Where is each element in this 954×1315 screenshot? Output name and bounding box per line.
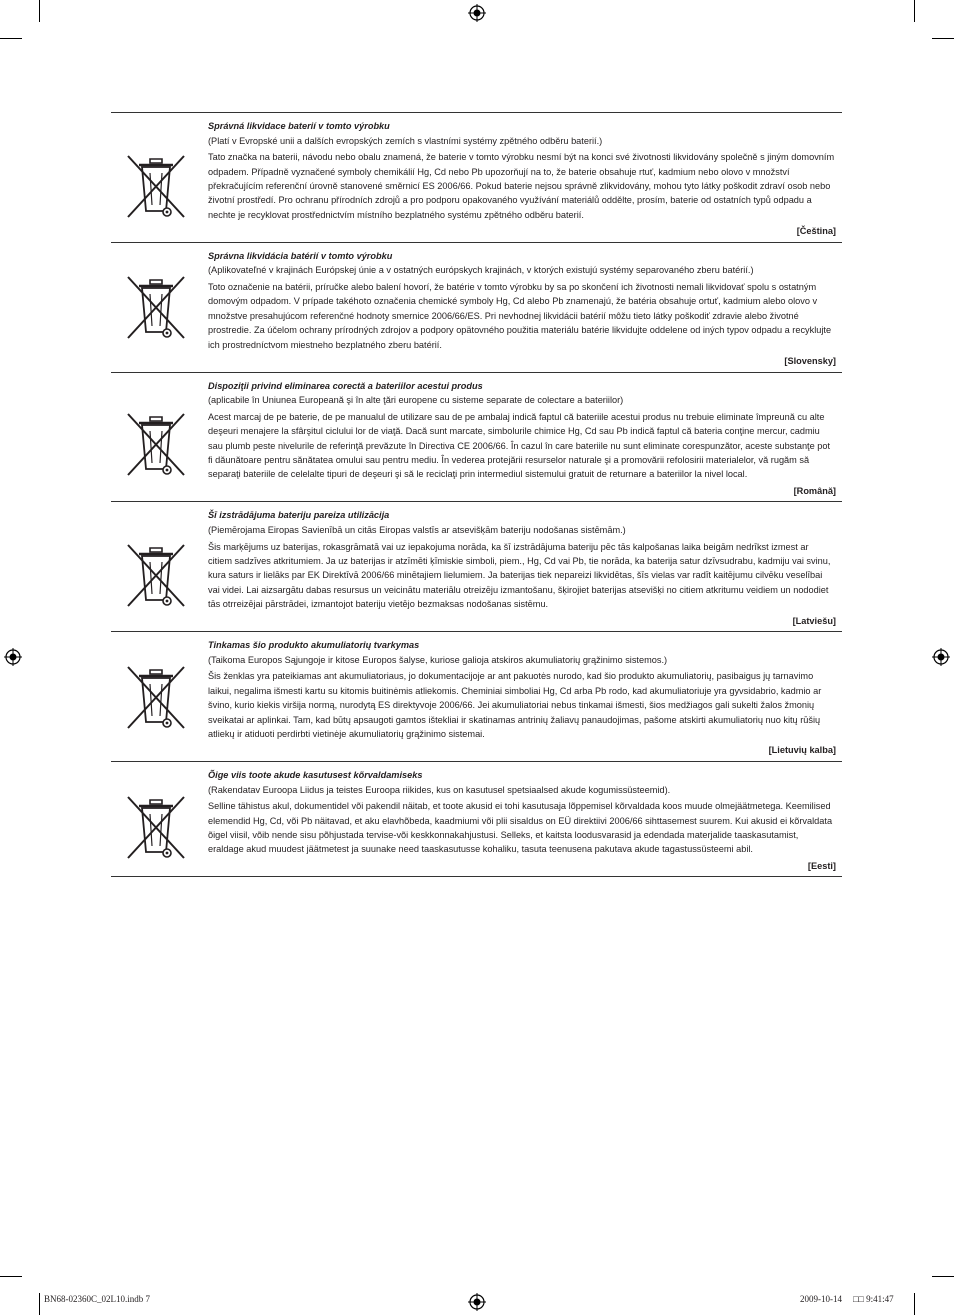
notice-body: Tato značka na baterii, návodu nebo obalu znamená, že baterie v tomto výrobku nesmí být na konci své životnosti likvidovány společně s jiným domovním odpadem. Případně vyznačené symboly chemikálií Hg, Cd nebo Pb upozorňují na to, že baterie obsahuje rtuť, kadmium nebo olovo v množství překračujícím referenční úrovně stanovené směrnicí ES 2006/66. Pokud baterie nejsou správně zlikvidovány, mohou tyto látky poškodit zdraví osob nebo životní prostředí. Pro ochranu přírodních zdrojů a pro podporu opakovaného využívání materiálů oddělte, prosím, baterie od ostatních typů odpadu a nechte je recyklovat prostřednictvím místního bezplatného systému zpětného odběru baterií. bbox=[208, 152, 835, 220]
notice-language: [Slovensky] bbox=[784, 356, 836, 367]
notice-applicability: (aplicabile în Uniunea Europeană şi în alte ţări europene cu sisteme separate de colectare a bateriilor) bbox=[208, 395, 624, 406]
notice-applicability: (Aplikovateľné v krajinách Európskej únie a v ostatných európskych krajinách, v ktorých existujú systémy separovaného zberu batérií.) bbox=[208, 265, 754, 276]
crop-mark-bottom-left-horizontal bbox=[0, 1276, 22, 1277]
notice-section-lv bbox=[111, 501, 842, 631]
notice-body: Šis marķējums uz baterijas, rokasgrāmatā vai uz iepakojuma norāda, ka šī izstrādājuma bateriju pēc tās kalpošanas laika beigām nedrīkst izmest ar citiem sadzīves atkritumiem. Ja uz baterijas ir atzīmēti ķīmiskie simboli, piem., Hg, Cd vai Pb, tie norāda, ka baterija satur dzīvsudrabu, kadmiju vai svinu, kura saturs ir lielāks par EK Direktīvā 2006/66 minētajiem lielumiem. Ja baterijas tiek nepareizi likvidētas, šīs vielas var radīt kaitējumu cilvēku veselībai vai videi. Lai aizsargātu dabas resursus un veicinātu materiālu otreizēju izmantošanu, šķirojiet baterijas atsevišķi no citiem atkritumu veidiem un nododiet tās otrreizējai pārstrādei, izmantojot bateriju vietējo bezmaksas nodošanas sistēmu. bbox=[208, 541, 831, 610]
registration-mark-right-icon bbox=[932, 648, 950, 666]
crop-mark-top-right-vertical bbox=[914, 0, 915, 22]
notice-body: Toto označenie na batérii, príručke alebo balení hovorí, že batérie v tomto výrobku by sa po skončení ich životnosti nemali likvidovať spolu s ostatným domovým odpadom. V prípade takéhoto označenia chemické symboly Hg, Cd alebo Pb znamenajú, že batéria obsahuje ortuť, kadmium alebo olovo v množstve presahujúcom referenčné hodnoty smernice 2006/66/ES. Pri nevhodnej likvidácii batérií môžu tieto látky poškodiť zdravie alebo životné prostredie. Za účelom ochrany prírodných zdrojov a podpory opätovného použitia materiálu batérie likvidujte oddelene od iných typov odpadu a recyklujte ich prostredníctvom miestneho bezplatného zberu batérií. bbox=[208, 282, 832, 350]
notice-section-lt bbox=[111, 631, 842, 761]
notice-language: [Čeština] bbox=[796, 226, 836, 237]
notice-body: Selline tähistus akul, dokumentidel või pakendil näitab, et toote akusid ei tohi kasutusaja lõppemisel kõrvaldada koos muude olmejäätmetega. Keemilised elemendid Hg, Cd, või Pb näitavad, et aku elavhõbeda, kaadmiumi või plii sisaldus on EÜ direktiivi 2006/66 sihttasemest suurem. Kui akusid ei kõrvaldata õigel viisil, võib nende sisu põhjustada tervise-või keskkonnakahjustusi. Selleks, et kaitsta loodusvarasid ja edendada materjalide taaskasutamist, eraldage akud muudest jäätmetest ja suunake need taaskasutusse kohaliku, tasuta teenusena pakutava akude tagastussüsteemi abil. bbox=[208, 801, 833, 855]
notice-body: Acest marcaj de pe baterie, de pe manualul de utilizare sau de pe ambalaj indică faptul că bateriile acestui produs nu trebuie eliminate împreună cu alte deşeuri menajere la sfârşitul ciclului lor de viaţă. Dacă sunt marcate, simbolurile chimice Hg, Cd sau Pb indică faptul că bateria conţine mercur, cadmiu sau plumb peste nivelurile de referinţă prevăzute în Directiva CE 2006/66. În cazul în care bateriile nu sunt eliminate corespunzător, aceste substanţe pot fi dăunătoare pentru sănătatea omului sau pentru mediu. În vederea protejării resurselor naturale şi a promovării refolosirii materialelor, vă rugăm să separaţi bateriile de celelalte tipuri de deşeuri şi să le reciclaţi prin intermediul sistemului gratuit de returnare a bateriilor la nivel local. bbox=[208, 411, 831, 480]
notice-section-cs bbox=[111, 112, 842, 242]
notice-title: Tinkamas šio produkto akumuliatorių tvarkymas bbox=[208, 640, 420, 651]
registration-mark-top-icon bbox=[468, 4, 486, 22]
notice-language: [Română] bbox=[793, 485, 836, 496]
crop-mark-top-left-horizontal bbox=[0, 38, 22, 39]
notice-applicability: (Piemērojama Eiropas Savienībā un citās Eiropas valstīs ar atsevišķām bateriju nodošanas sistēmām.) bbox=[208, 525, 626, 536]
crossed-bin-icon bbox=[125, 411, 187, 479]
notice-title: Dispoziţii privind eliminarea corectă a bateriilor acestui produs bbox=[208, 380, 483, 391]
footer-time: □□ 9:41:47 bbox=[853, 1294, 894, 1304]
notice-applicability: (Taikoma Europos Sąjungoje ir kitose Europos šalyse, kuriose galioja atskiros akumuliatorių grąžinimo sistemos.) bbox=[208, 654, 668, 665]
crop-mark-bottom-left-vertical bbox=[39, 1293, 40, 1315]
notice-language: [Eesti] bbox=[807, 860, 836, 871]
notice-language: [Lietuvių kalba] bbox=[768, 745, 836, 756]
notice-section-et bbox=[111, 761, 842, 877]
crop-mark-top-right-horizontal bbox=[932, 38, 954, 39]
footer-filename: BN68-02360C_02L10.indb 7 bbox=[44, 1294, 151, 1304]
notice-section-ro bbox=[111, 372, 842, 502]
crop-mark-top-left-vertical bbox=[39, 0, 40, 22]
notice-title: Šī izstrādājuma bateriju pareiza utilizācija bbox=[208, 510, 390, 521]
notice-applicability: (Platí v Evropské unii a dalších evropských zemích s vlastními systémy zpětného odběru baterií.) bbox=[208, 135, 603, 146]
crop-mark-bottom-right-vertical bbox=[914, 1293, 915, 1315]
crossed-bin-icon bbox=[125, 794, 187, 862]
notice-title: Správná likvidace baterií v tomto výrobku bbox=[208, 121, 390, 131]
crossed-bin-icon bbox=[125, 153, 187, 221]
registration-mark-left-icon bbox=[4, 648, 22, 666]
registration-mark-bottom-icon bbox=[468, 1293, 486, 1311]
crossed-bin-icon bbox=[125, 274, 187, 342]
notice-language: [Latviešu] bbox=[792, 615, 836, 626]
notice-section-sk bbox=[111, 242, 842, 372]
footer-date: 2009-10-14 bbox=[800, 1294, 842, 1304]
crossed-bin-icon bbox=[125, 664, 187, 732]
crossed-bin-icon bbox=[125, 542, 187, 610]
battery-disposal-notices bbox=[111, 112, 842, 877]
notice-applicability: (Rakendatav Euroopa Liidus ja teistes Euroopa riikides, kus on kasutusel spetsiaalsed akude kogumissüsteemid). bbox=[208, 784, 671, 795]
notice-body: Šis ženklas yra pateikiamas ant akumuliatoriaus, jo dokumentacijoje ar ant pakuotės nurodo, kad šio produkto akumuliatorių, pasibaigus jų tarnavimo laikui, negalima išmesti kartu su kitomis buitinėmis atliekomis. Cheminiai simboliai Hg, Cd arba Pb rodo, kad akumuliatoriuje yra gyvsidabrio, kadmio ar švino, kurio kiekis viršija normą, nurodytą ES direktyvoje 2006/66. Jei akumuliatoriai nebus tinkamai išmesti, šios medžiagos gali sukelti žalos žmonių sveikatai ar aplinkai. Tam, kad būtų apsaugoti gamtos ištekliai ir skatinamas antrinių žaliavų panaudojimas, pašome atskirti akumuliatorių nuo kitų rūšių atliekų ir atiduoti perdirbti vietinėje akumuliatorių grąžinimo sistemai. bbox=[208, 671, 822, 740]
notice-title: Správna likvidácia batérií v tomto výrobku bbox=[208, 250, 393, 261]
crop-mark-bottom-right-horizontal bbox=[932, 1276, 954, 1277]
notice-title: Õige viis toote akude kasutusest kõrvaldamiseks bbox=[208, 770, 423, 781]
